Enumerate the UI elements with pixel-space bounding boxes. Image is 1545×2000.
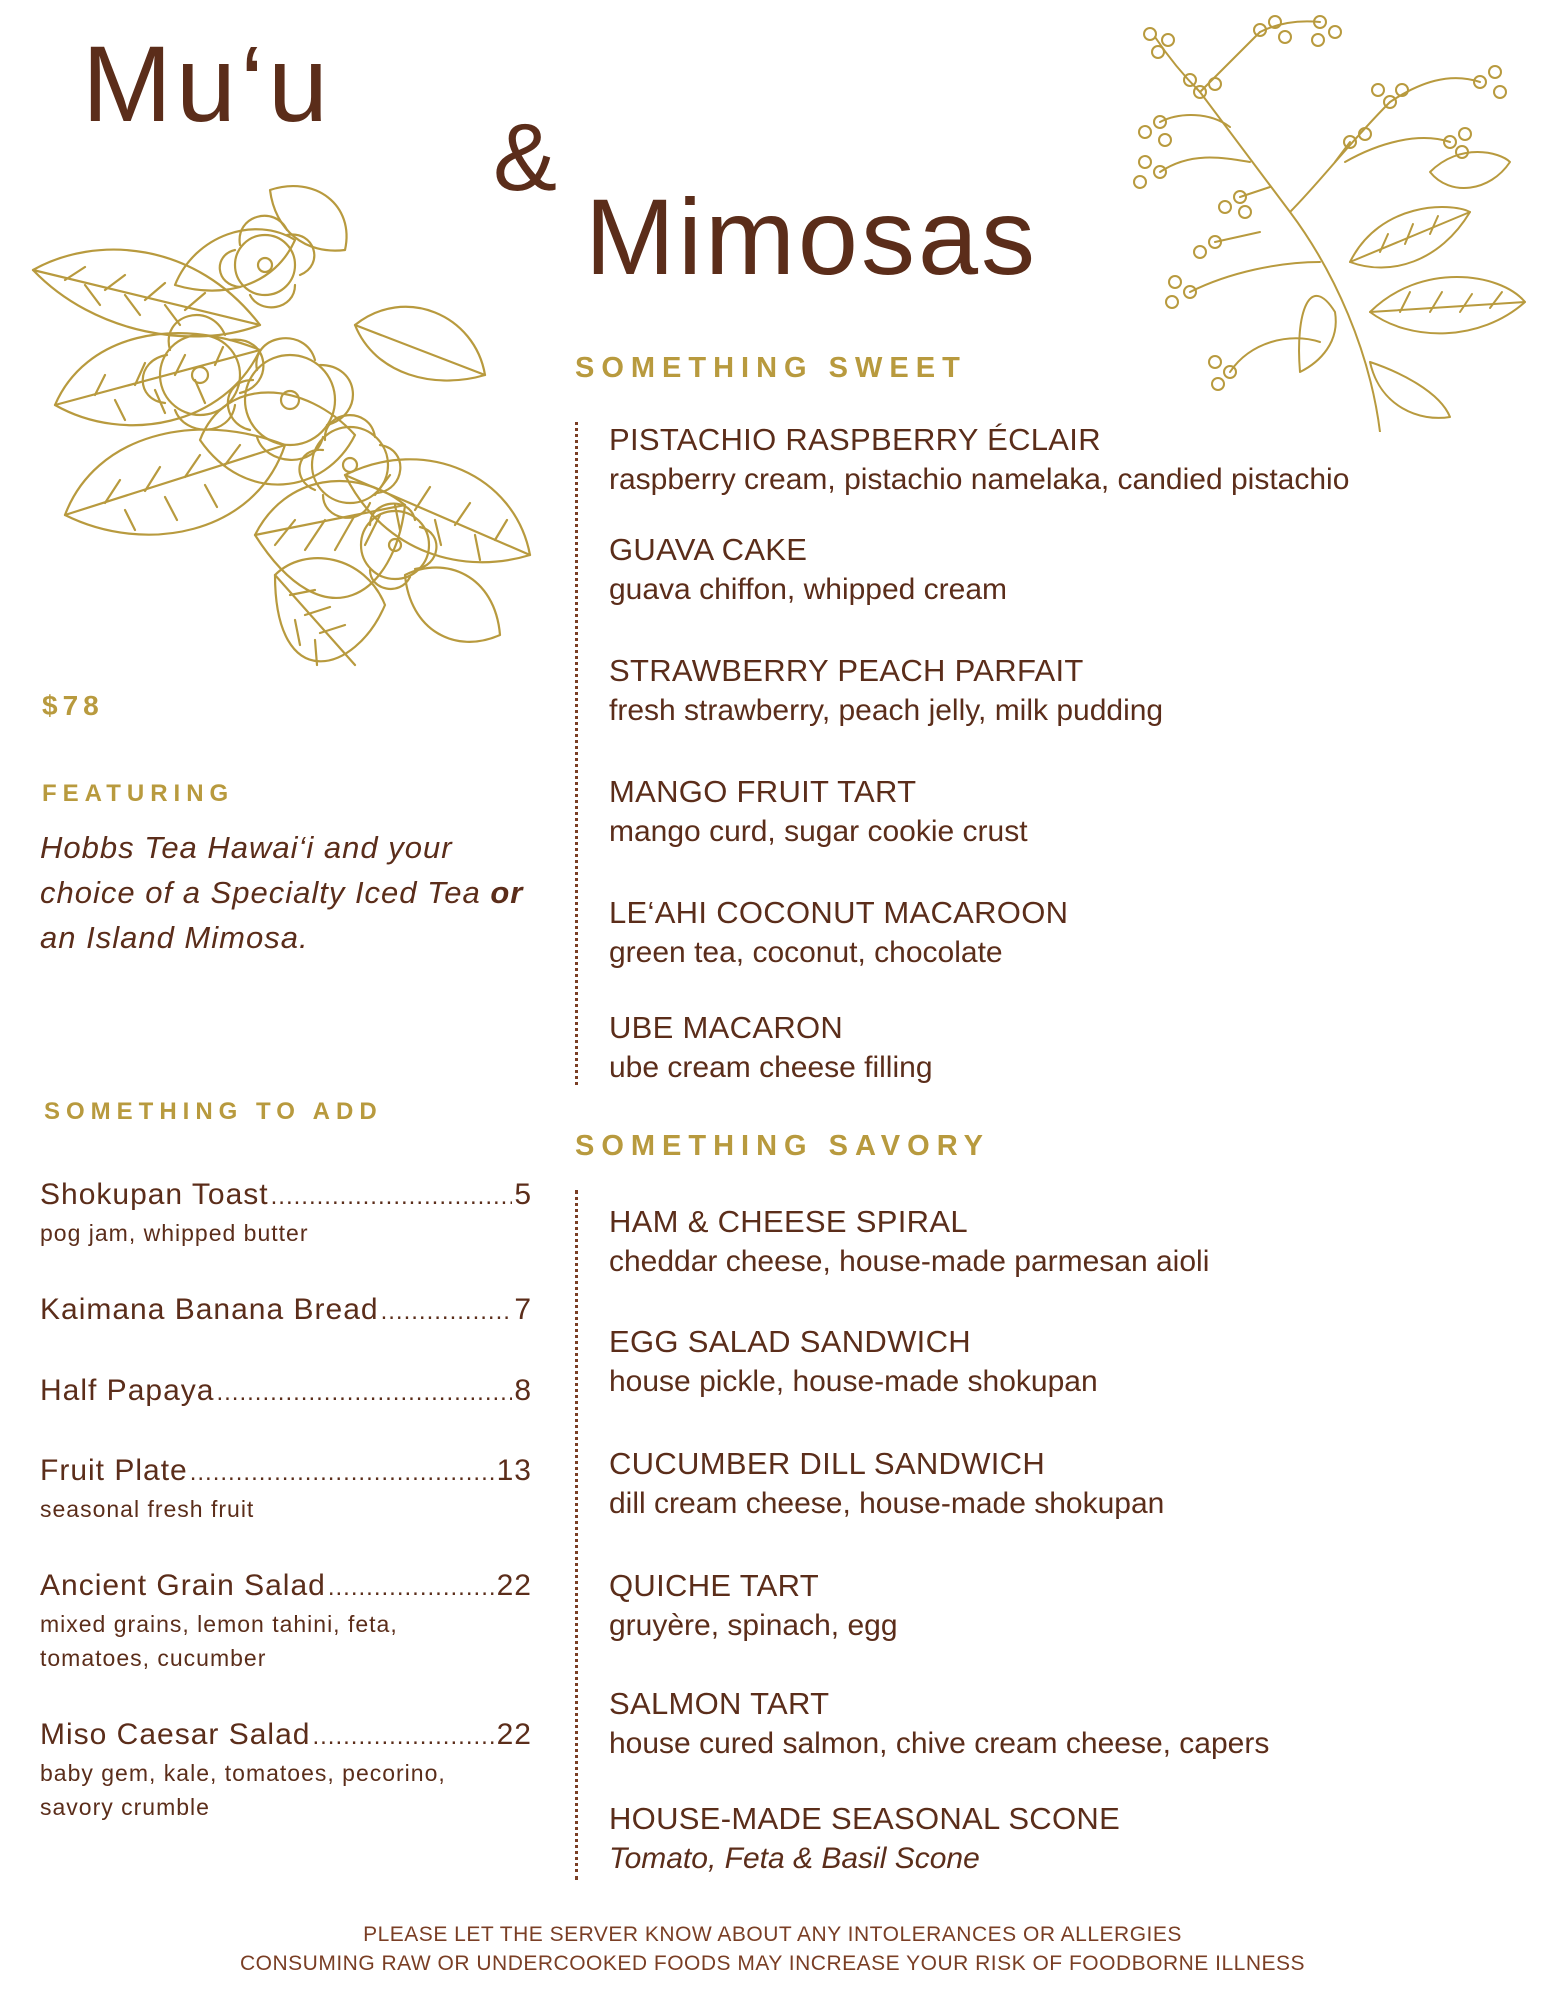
- item-name: HAM & CHEESE SPIRAL: [609, 1204, 968, 1239]
- item-description: raspberry cream, pistachio namelaka, candied pistachio: [609, 463, 1350, 496]
- add-on-description: baby gem, kale, tomatoes, pecorino, savory crumble: [40, 1760, 446, 1820]
- add-on-price: 22: [496, 1569, 532, 1602]
- raw-food-warning: CONSUMING RAW OR UNDERCOOKED FOODS MAY INCREASE YOUR RISK OF FOODBORNE ILLNESS: [239, 1952, 1306, 1975]
- add-on-name: Shokupan Toast: [40, 1178, 269, 1211]
- something-to-add-heading: SOMETHING TO ADD: [44, 1098, 383, 1125]
- featuring-heading: FEATURING: [42, 780, 235, 807]
- add-on-price: 7: [514, 1293, 532, 1326]
- sweet-item: [609, 893, 1529, 973]
- item-description: guava chiffon, whipped cream: [609, 573, 1008, 606]
- add-on-item: [40, 1374, 532, 1408]
- item-description: green tea, coconut, chocolate: [609, 936, 1003, 969]
- savory-item: [609, 1444, 1529, 1524]
- item-description: fresh strawberry, peach jelly, milk pudding: [609, 694, 1164, 727]
- dot-leader: [190, 1459, 495, 1487]
- sweet-item: [609, 651, 1529, 731]
- add-on-item: [40, 1454, 532, 1526]
- add-on-name: Ancient Grain Salad: [40, 1569, 326, 1602]
- savory-item: [609, 1202, 1529, 1282]
- item-name: UBE MACARON: [609, 1010, 844, 1045]
- dot-leader: [312, 1723, 494, 1751]
- savory-item: [609, 1566, 1529, 1646]
- item-description: ube cream cheese filling: [609, 1051, 933, 1084]
- item-name: STRAWBERRY PEACH PARFAIT: [609, 653, 1084, 688]
- add-on-name: Fruit Plate: [40, 1454, 188, 1487]
- item-description: gruyère, spinach, egg: [609, 1609, 898, 1642]
- savory-item: [609, 1684, 1529, 1764]
- sweet-item: [609, 772, 1529, 852]
- dot-leader: [216, 1379, 512, 1407]
- item-description: mango curd, sugar cookie crust: [609, 815, 1028, 848]
- item-name: MANGO FRUIT TART: [609, 774, 917, 809]
- mimosa-flower-branch-illustration-icon: [1120, 12, 1530, 432]
- something-sweet-heading: SOMETHING SWEET: [575, 352, 967, 384]
- item-description: house pickle, house-made shokupan: [609, 1365, 1098, 1398]
- menu-title-muu: Mu‘u: [82, 23, 333, 144]
- footer-notice: [0, 1920, 1545, 1978]
- price: $78: [42, 690, 104, 721]
- item-name: SALMON TART: [609, 1686, 830, 1721]
- sweet-item: [609, 420, 1529, 500]
- dot-leader: [381, 1298, 513, 1326]
- add-on-name: Kaimana Banana Bread: [40, 1293, 379, 1326]
- add-on-price: 22: [496, 1718, 532, 1751]
- sweet-item: [609, 530, 1529, 610]
- savory-dotted-divider: [575, 1190, 578, 1880]
- menu-title-ampersand: &: [493, 104, 558, 211]
- item-name: CUCUMBER DILL SANDWICH: [609, 1446, 1046, 1481]
- sweet-item: [609, 1008, 1529, 1088]
- add-on-price: 8: [514, 1374, 532, 1407]
- add-on-price: 13: [496, 1454, 532, 1487]
- featuring-description: [40, 825, 530, 960]
- sweet-dotted-divider: [575, 422, 578, 1085]
- add-on-item: [40, 1718, 532, 1824]
- hibiscus-leaves-illustration-icon: [25, 175, 555, 700]
- menu-title-mimosas: Mimosas: [585, 176, 1039, 297]
- featuring-text-start: Hobbs Tea Hawai‘i and your choice of a Specialty Iced Tea: [40, 830, 491, 910]
- savory-item: [609, 1322, 1529, 1402]
- item-name: EGG SALAD SANDWICH: [609, 1324, 971, 1359]
- add-on-description: pog jam, whipped butter: [40, 1220, 309, 1246]
- add-on-description: mixed grains, lemon tahini, feta, tomatoes, cucumber: [40, 1611, 398, 1671]
- add-on-item: [40, 1569, 532, 1675]
- add-on-description: seasonal fresh fruit: [40, 1496, 255, 1522]
- something-savory-heading: SOMETHING SAVORY: [575, 1130, 990, 1162]
- add-on-price: 5: [514, 1178, 532, 1211]
- item-description: dill cream cheese, house-made shokupan: [609, 1487, 1165, 1520]
- dot-leader: [271, 1183, 513, 1211]
- add-on-name: Half Papaya: [40, 1374, 215, 1407]
- item-name: QUICHE TART: [609, 1568, 819, 1603]
- item-name: HOUSE-MADE SEASONAL SCONE: [609, 1801, 1121, 1836]
- add-on-name: Miso Caesar Salad: [40, 1718, 311, 1751]
- featuring-text-end: an Island Mimosa.: [40, 920, 309, 955]
- item-name: GUAVA CAKE: [609, 532, 808, 567]
- dot-leader: [328, 1574, 495, 1602]
- featuring-text-or: or: [490, 875, 524, 910]
- item-description: house cured salmon, chive cream cheese, capers: [609, 1727, 1270, 1760]
- item-description: Tomato, Feta & Basil Scone: [609, 1842, 980, 1875]
- savory-item: [609, 1799, 1529, 1879]
- add-on-item: [40, 1293, 532, 1327]
- item-name: LE‘AHI COCONUT MACAROON: [609, 895, 1069, 930]
- add-on-item: [40, 1178, 532, 1250]
- item-name: PISTACHIO RASPBERRY ÉCLAIR: [609, 422, 1101, 457]
- item-description: cheddar cheese, house-made parmesan aioli: [609, 1245, 1210, 1278]
- allergy-notice: PLEASE LET THE SERVER KNOW ABOUT ANY INTOLERANCES OR ALLERGIES: [363, 1923, 1182, 1946]
